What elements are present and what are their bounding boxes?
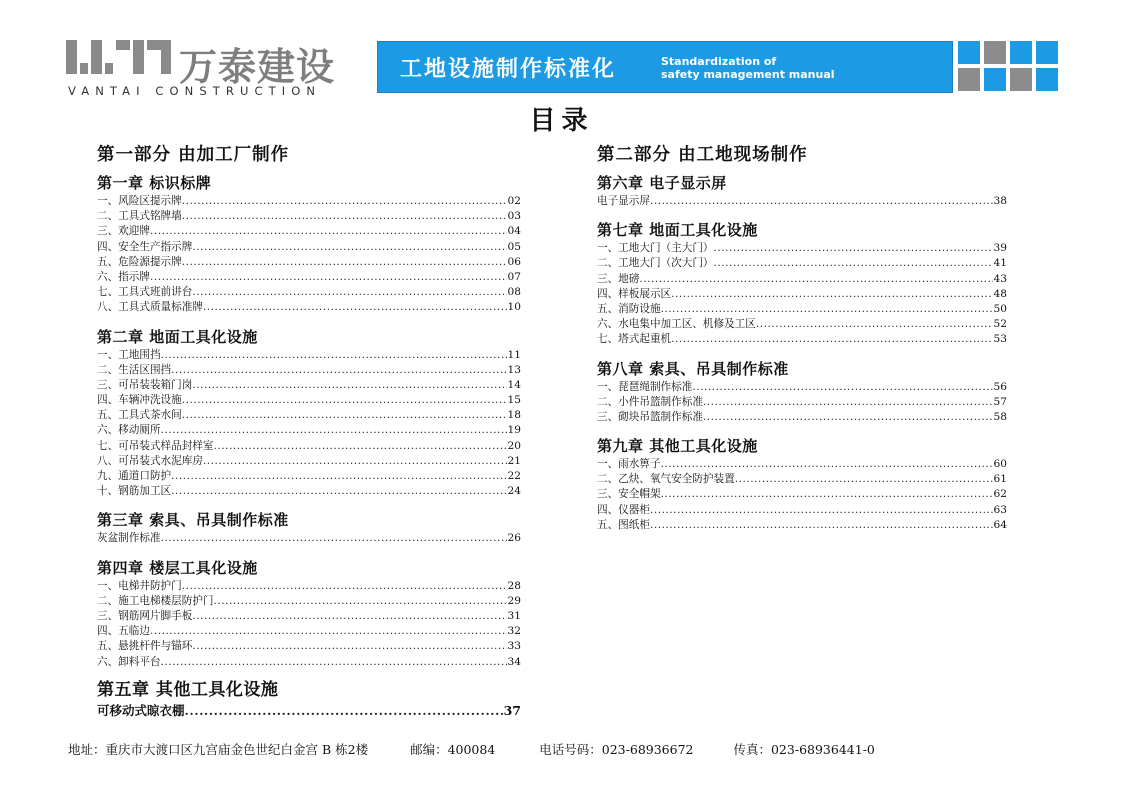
toc-entry-title: 六、水电集中加工区、机修及工区 (597, 318, 756, 331)
banner-english-line2: safety management manual (661, 68, 835, 81)
chapter-heading: 第四章 楼层工具化设施 (97, 558, 258, 577)
toc-leader-dots (756, 317, 993, 332)
footer-phone: 电话号码：023-68936672 (539, 742, 694, 757)
toc-entry-title: 三、可吊装装箱门岗 (97, 378, 193, 391)
toc-leader-dots (671, 332, 992, 347)
toc-entry[interactable] (97, 348, 521, 363)
toc-entry[interactable] (97, 285, 521, 300)
toc-entry[interactable] (597, 272, 1007, 287)
toc-entry-title: 五、危险源提示牌 (97, 255, 182, 268)
toc-leader-dots (714, 256, 993, 271)
toc-leader-dots (735, 472, 993, 487)
toc-leader-dots (671, 287, 992, 302)
toc-entry-page: 13 (507, 363, 521, 376)
toc-entry-title: 一、风险区提示牌 (97, 195, 182, 207)
toc-entry-page: 03 (507, 210, 521, 223)
toc-entry[interactable] (597, 194, 1007, 209)
toc-entry-page: 24 (507, 485, 521, 498)
toc-leader-dots (171, 469, 506, 484)
toc-entry-page: 50 (993, 302, 1007, 315)
toc-leader-dots (192, 609, 506, 624)
toc-entry-title: 三、地磅 (597, 272, 640, 285)
toc-entry[interactable] (97, 484, 521, 499)
toc-leader-dots (703, 395, 993, 410)
toc-entry[interactable] (97, 240, 521, 255)
toc-entry-page: 43 (993, 272, 1007, 285)
toc-entry-title: 四、安全生产指示牌 (97, 240, 193, 253)
toc-entry-page: 21 (507, 454, 521, 467)
toc-entry-page: 32 (507, 625, 521, 638)
company-subtitle: VANTAI CONSTRUCTION (68, 84, 322, 98)
toc-entry-page: 29 (507, 594, 521, 607)
toc-leader-dots (182, 408, 507, 423)
toc-leader-dots (185, 702, 503, 720)
company-name: 万泰建设 (179, 45, 336, 89)
page-title: 目录 (529, 106, 594, 136)
toc-entry-title: 五、图纸柜 (597, 518, 650, 531)
toc-entry-page: 41 (993, 257, 1007, 270)
toc-leader-dots (192, 285, 506, 300)
toc-entry-title: 六、卸料平台 (97, 655, 161, 668)
toc-entry-page: 38 (993, 195, 1007, 207)
part-heading: 第二部分 由工地现场制作 (597, 145, 808, 165)
toc-entry[interactable] (97, 579, 521, 594)
toc-entry-title: 一、琵琶绳制作标准 (597, 380, 693, 393)
toc-entry[interactable] (97, 255, 521, 270)
part-heading: 第一部分 由加工厂制作 (97, 145, 290, 165)
banner-title: 工地设施制作标准化 (400, 57, 617, 82)
toc-entry-title: 一、电梯井防护门 (97, 579, 182, 592)
decorative-squares-icon (958, 41, 1060, 93)
toc-entry-page: 14 (507, 378, 521, 391)
toc-entry[interactable] (597, 380, 1007, 395)
toc-entry-page: 53 (993, 333, 1007, 346)
toc-entry[interactable] (97, 363, 521, 378)
toc-entry-title: 二、乙炔、氧气安全防护装置 (597, 473, 735, 486)
toc-entry[interactable] (97, 423, 521, 438)
toc-leader-dots (182, 393, 507, 408)
toc-entry[interactable] (597, 332, 1007, 347)
chapter-heading: 第九章 其他工具化设施 (597, 437, 758, 456)
toc-entry[interactable] (597, 395, 1007, 410)
toc-entry-page: 62 (993, 488, 1007, 501)
chapter-heading: 第一章 标识标牌 (97, 174, 212, 192)
toc-entry-title: 一、工地围挡 (97, 348, 161, 361)
toc-entry[interactable] (97, 655, 521, 670)
toc-entry[interactable] (597, 317, 1007, 332)
toc-entry-title: 一、雨水箅子 (597, 458, 661, 471)
toc-entry[interactable] (97, 378, 521, 393)
toc-leader-dots (692, 380, 992, 395)
toc-entry[interactable] (97, 454, 521, 469)
toc-entry-title: 三、安全帽架 (597, 488, 661, 501)
toc-leader-dots (650, 194, 993, 209)
toc-leader-dots (182, 255, 507, 270)
company-logo (66, 40, 366, 98)
toc-entry[interactable] (97, 594, 521, 609)
toc-entry-title: 二、工地大门（次大门） (597, 257, 714, 270)
toc-leader-dots (650, 503, 993, 518)
toc-entry-title: 四、样板展示区 (597, 287, 672, 300)
toc-leader-dots (161, 531, 507, 546)
toc-entry[interactable] (97, 702, 521, 720)
toc-entry-page: 11 (507, 348, 521, 361)
toc-leader-dots (703, 410, 993, 425)
toc-leader-dots (661, 487, 993, 502)
chapter-heading: 第二章 地面工具化设施 (97, 327, 258, 346)
toc-entry-title: 三、砌块吊篮制作标准 (597, 410, 703, 423)
chapter-heading: 第五章 其他工具化设施 (97, 679, 279, 700)
footer-postcode: 邮编：400084 (410, 742, 496, 757)
toc-entry[interactable] (97, 531, 521, 546)
toc-left-column (97, 142, 521, 720)
toc-leader-dots (182, 579, 507, 594)
toc-entry-title: 八、可吊装式水泥库房 (97, 454, 203, 467)
toc-leader-dots (639, 272, 992, 287)
chapter-heading: 第八章 索具、吊具制作标准 (597, 359, 789, 378)
toc-entry-page: 48 (993, 287, 1007, 300)
toc-entry-title: 五、工具式茶水间 (97, 409, 182, 422)
toc-entry-page: 28 (507, 579, 521, 592)
toc-leader-dots (171, 363, 506, 378)
toc-leader-dots (150, 224, 507, 239)
toc-entry-title: 三、欢迎牌 (97, 225, 150, 238)
toc-entry-title: 七、工具式班前讲台 (97, 286, 193, 299)
toc-leader-dots (192, 240, 506, 255)
toc-entry-page: 39 (993, 242, 1007, 255)
toc-entry-title: 四、车辆冲洗设施 (97, 394, 182, 407)
toc-entry-page: 33 (507, 640, 521, 653)
toc-entry[interactable] (97, 209, 521, 224)
toc-entry-page: 34 (507, 655, 521, 668)
toc-entry-title: 七、塔式起重机 (597, 333, 672, 346)
toc-entry-title: 一、工地大门（主大门） (597, 242, 714, 255)
toc-entry[interactable] (597, 472, 1007, 487)
toc-entry-page: 26 (507, 532, 521, 545)
toc-leader-dots (192, 378, 506, 393)
toc-entry-title: 二、小件吊篮制作标准 (597, 395, 703, 408)
toc-entry-page: 31 (507, 609, 521, 622)
toc-leader-dots (192, 639, 506, 654)
toc-entry-title: 六、移动厕所 (97, 424, 161, 437)
toc-leader-dots (203, 300, 507, 315)
toc-leader-dots (714, 241, 993, 256)
toc-leader-dots (650, 518, 993, 533)
toc-entry-page: 18 (507, 409, 521, 422)
toc-leader-dots (182, 194, 507, 209)
toc-entry-page: 20 (507, 439, 521, 452)
toc-leader-dots (661, 457, 993, 472)
toc-entry-title: 十、钢筋加工区 (97, 485, 172, 498)
toc-entry-title: 二、施工电梯楼层防护门 (97, 594, 214, 607)
toc-leader-dots (203, 454, 507, 469)
toc-entry[interactable] (597, 287, 1007, 302)
toc-leader-dots (214, 594, 507, 609)
toc-entry-page: 57 (993, 395, 1007, 408)
toc-leader-dots (661, 302, 993, 317)
toc-entry-page: 15 (507, 394, 521, 407)
toc-leader-dots (171, 484, 506, 499)
toc-entry[interactable] (597, 487, 1007, 502)
toc-entry[interactable] (97, 609, 521, 624)
toc-entry-page: 22 (507, 470, 521, 482)
toc-entry[interactable] (97, 439, 521, 454)
toc-entry-title: 五、消防设施 (597, 302, 661, 315)
toc-entry-page: 02 (507, 195, 521, 207)
toc-entry[interactable] (597, 503, 1007, 518)
toc-entry-page: 05 (507, 240, 521, 253)
toc-leader-dots (150, 624, 507, 639)
toc-entry[interactable] (97, 224, 521, 239)
toc-entry[interactable] (597, 256, 1007, 271)
toc-entry[interactable] (597, 241, 1007, 256)
toc-entry-page: 08 (507, 286, 521, 299)
toc-entry[interactable] (97, 408, 521, 423)
toc-entry-page: 61 (993, 473, 1007, 486)
toc-entry-title: 四、五临边 (97, 625, 150, 638)
chapter-heading: 第六章 电子显示屏 (597, 174, 727, 192)
toc-entry-title: 九、通道口防护 (97, 470, 172, 482)
toc-entry[interactable] (97, 624, 521, 639)
toc-entry-page: 64 (993, 518, 1007, 531)
toc-entry[interactable] (97, 270, 521, 285)
footer (68, 740, 875, 758)
toc-leader-dots (182, 209, 507, 224)
toc-right-column (597, 142, 1007, 533)
toc-entry-title: 五、悬挑杆件与锚环 (97, 640, 193, 653)
toc-leader-dots (214, 439, 507, 454)
toc-entry-page: 56 (993, 380, 1007, 393)
toc-entry-title: 可移动式晾衣棚 (97, 702, 185, 718)
toc-entry-page: 10 (507, 301, 521, 314)
toc-entry[interactable] (597, 457, 1007, 472)
toc-entry-page: 58 (993, 410, 1007, 423)
toc-entry-page: 52 (993, 318, 1007, 331)
toc-entry-page: 37 (503, 702, 521, 718)
toc-entry[interactable] (97, 194, 521, 209)
toc-entry-title: 灰盆制作标准 (97, 532, 161, 545)
toc-leader-dots (161, 423, 507, 438)
chapter-heading: 第三章 索具、吊具制作标准 (97, 511, 289, 530)
toc-entry[interactable] (97, 639, 521, 654)
toc-leader-dots (161, 655, 507, 670)
toc-entry-title: 四、仪器柜 (597, 503, 650, 516)
toc-entry-title: 电子显示屏 (597, 195, 650, 207)
toc-entry-page: 04 (507, 225, 521, 238)
toc-entry-page: 06 (507, 255, 521, 268)
toc-entry[interactable] (597, 302, 1007, 317)
toc-leader-dots (150, 270, 507, 285)
toc-entry[interactable] (597, 410, 1007, 425)
toc-entry[interactable] (97, 393, 521, 408)
toc-entry-title: 六、指示牌 (97, 270, 150, 283)
toc-entry-title: 二、生活区围挡 (97, 363, 172, 376)
toc-entry-title: 二、工具式铭牌墙 (97, 210, 182, 223)
toc-entry[interactable] (597, 518, 1007, 533)
logo-mark-icon (66, 40, 171, 82)
footer-fax: 传真：023-68936441-0 (733, 742, 875, 757)
toc-entry-page: 63 (993, 503, 1007, 516)
banner-english-line1: Standardization of (661, 55, 777, 68)
toc-entry[interactable] (97, 300, 521, 315)
footer-address: 地址：重庆市大渡口区九宫庙金色世纪白金宫 B 栋2楼 (68, 742, 369, 757)
toc-entry-title: 三、钢筋网片脚手板 (97, 609, 193, 622)
chapter-heading: 第七章 地面工具化设施 (597, 221, 758, 240)
toc-entry-title: 七、可吊装式样品封样室 (97, 439, 214, 452)
toc-entry[interactable] (97, 469, 521, 484)
toc-entry-page: 60 (993, 458, 1007, 471)
toc-entry-title: 八、工具式质量标准牌 (97, 301, 203, 314)
banner-english (661, 55, 835, 81)
toc-entry-page: 07 (507, 270, 521, 283)
toc-entry-page: 19 (507, 424, 521, 437)
header-banner (377, 41, 953, 93)
toc-leader-dots (161, 348, 507, 363)
